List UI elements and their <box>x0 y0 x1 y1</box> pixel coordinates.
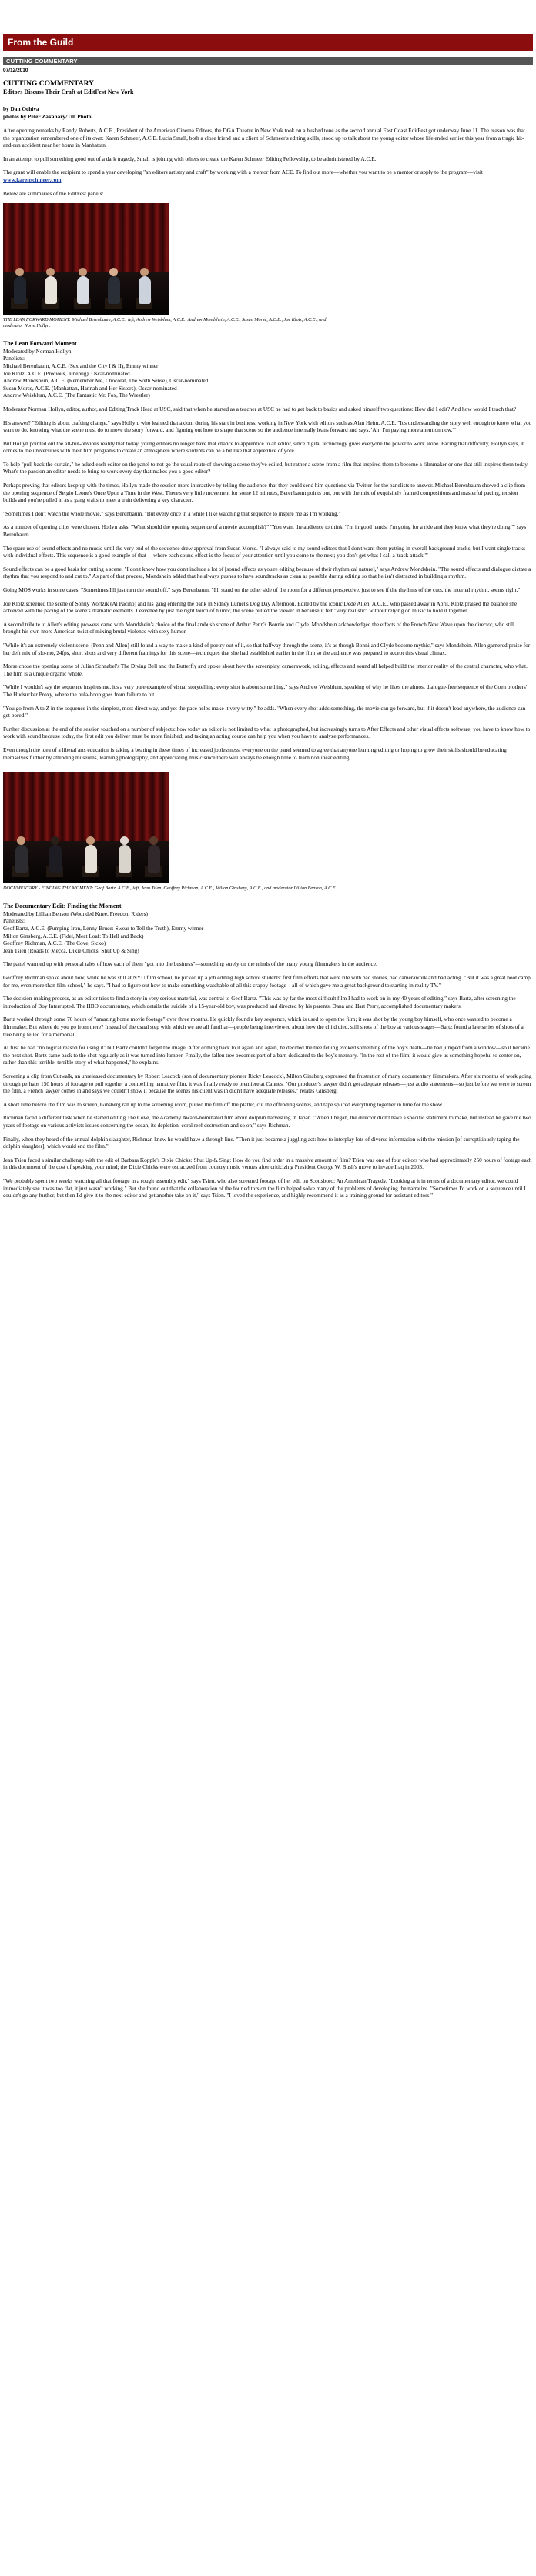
paragraph <box>3 169 533 183</box>
paragraph: "Sometimes I don't watch the whole movie," says Berenbaum. "But every once in a while I like watching that sequence to inspire me as I'm working." <box>3 509 341 517</box>
panelists-label: Panelists: <box>3 355 25 362</box>
category-bar <box>3 57 533 65</box>
paragraph: "You go from A to Z in the sequence in the simplest, most direct way, and yet the pace helps make it very witty," he adds. "When every shot adds something, the movie can go forward, but if it doesn't lead anywhere, the audience can get bored." <box>3 704 526 719</box>
panelist-line: Susan Morse, A.C.E. (Manhattan, Hannah and Her Sisters), Oscar-nominated <box>3 384 177 392</box>
panelist-figure <box>45 276 57 304</box>
panelist-line: Jean Tsien (Roads to Mecca, Dixie Chicks: Shut Up & Sing) <box>3 946 139 954</box>
paragraph: After opening remarks by Randy Roberts, A.C.E., President of the American Cinema Editors, the DGA Theatre in New York took on a hushed tone as the second annual East Coast EditFest got underway June 11. The reason was that the organization remembered one of its own: Karen Schmeer, A.C.E. Lucia Small, both a close friend and a client of Schmeer's editing skills, stood up to talk about the young editor whose life ended earlier this year from a tragic hit-and-run accident near her home in Manhattan. <box>3 127 525 149</box>
paragraph: Jean Tsien faced a similar challenge with the edit of Barbara Kopple's Dixie Chicks: Shut Up & Sing: How do you find order in a massive amount of film? Tsien was one of four editors who had approximately 250 hours of footage each in this document of the cost of speaking your mind; the Dixie Chicks were ostracized from country music venues after criticizing President George W. Bush's move to invade Iraq in 2003. <box>3 1156 532 1171</box>
paragraph: Even though the idea of a liberal arts education is taking a beating in these times of increased joblessness, everyone on the panel seemed to agree that anyone learning editing or hoping to grow their skills should be educating themselves further by attending museums, learning photography, and appreciating music since there will always be enough time to learn nonlinear editing. <box>3 746 507 761</box>
panel-photo-documentary <box>3 772 169 883</box>
paragraph: A short time before the film was to screen, Ginsberg ran up to the screening room, pulled the film off the platter, cut the offending scenes, and tape spliced everything together in time for the show. <box>3 1100 444 1108</box>
paragraph: In an attempt to pull something good out of a dark tragedy, Small is joining with others to create the Karen Schmeer Editing Fellowship, to be administered by A.C.E. <box>3 155 377 162</box>
paragraph: His answer? "Editing is about crafting change," says Hollyn, who learned that axiom during his start in business, working in New York with editors such as Alan Heim, A.C.E. "It's understanding the story well enough to know what you want to do, knowing what the scene must do to move the story forward, and figuring out how to shape that scene so the audience internally leans forward and says, 'Ah! I'm paying more attention now.'" <box>3 419 532 434</box>
panelist-line: Michael Berenbaum, A.C.E. (Sex and the City I & II), Emmy winner <box>3 362 159 369</box>
stage-curtain <box>3 772 169 841</box>
stage-curtain <box>3 203 169 272</box>
paragraph: Bartz worked through some 70 hours of "amazing home movie footage" over three months. He quickly found a key sequence, which is used to open the film; it was shot by the young boy himself, who once wanted to become a filmmaker. But where do you go from there? Instead of the usual step with which we are all familiar—people being interviewed about how the child died, still shots of the boy at various stages—Bartz found a late series of shots of a tree being felled for a memorial. <box>3 1016 524 1038</box>
paragraph: "We probably spent two weeks watching all that footage in a rough assembly edit," says Tsien, who also screened footage of her edit on Scottsboro: An American Tragedy. "Looking at it in terms of a documentary editor, we could immediately see it was too flat, it just wasn't working." But she found out that the collaboration of the four editors on the film helped solve many of the problems of developing the narrative. "Sometimes I'd work on a sequence until I couldn't go any further, but then I'd give it to the next editor and get another take on it," says Tsien. "I loved the experience, and highly recommend it as a training ground for assistant editors." <box>3 1176 526 1200</box>
byline-author: by Dan Ochiva <box>3 105 39 112</box>
article-title: CUTTING COMMENTARY <box>3 80 94 88</box>
category-label: CUTTING COMMENTARY <box>6 58 78 65</box>
section-title: The Documentary Edit: Finding the Moment <box>3 902 122 909</box>
panelist-figure <box>139 276 151 304</box>
paragraph: At first he had "no logical reason for using it" but Bartz couldn't forget the image. After coming back to it again and again, he decided the tree felling evoked something of the boy's death—he had jumped from a window—so it became the next shot. Bartz came back to the shot regularly as it was turned into lumber. Finally, the fallen tree becomes part of a barn dedicated to the boy's memory. "In the rest of the film, it would give us something hopeful to center on, rather than this terrible, terrible story of what happened," he explains. <box>3 1044 530 1066</box>
panel-photo-lean-forward <box>3 203 169 315</box>
panelist-line: Andrew Weisblum, A.C.E. (The Fantastic Mr. Fox, The Wrestler) <box>3 392 150 399</box>
panelist-figure <box>119 845 131 873</box>
paragraph: Below are summaries of the EditFest panels: <box>3 189 104 197</box>
section-header-label: From the Guild <box>8 37 74 48</box>
panelist-line: Joe Klotz, A.C.E. (Precious, Junebug), Oscar-nominated <box>3 369 130 377</box>
paragraph: But Hollyn pointed out the all-but-obvious reality that today, young editors no longer have that chance to apprentice to an editor, since digital technology gives everyone the power to work alone. Facing that difficulty, Hollyn says, it comes to the universities with their film programs to create an atmosphere where students can be a bit like that apprentice of yore. <box>3 439 524 455</box>
panelist-figure <box>14 276 26 304</box>
paragraph: As a number of opening clips were chosen, Hollyn asks, "What should the opening sequence of a movie accomplish?" "You want the audience to think, 'I'm in good hands; I'm going for a ride and they know what they're doing,'" says Berenbaum. <box>3 523 527 539</box>
paragraph: Morse chose the opening scene of Julian Schnabel's The Diving Bell and the Butterfly and spoke about how the screenplay, camerawork, editing, effects and sound all helped build the interior reality of the central character, who what. The film is a unique organic whole. <box>3 662 528 677</box>
paragraph: Screening a clip from Cutwalk, an unreleased documentary by Robert Leacock (son of documentary pioneer Ricky Leacock), Milton Ginsberg expressed the frustration of many documentary filmmakers. After six months of work going through perhaps 150 hours of footage to pull together a compelling narrative film, it was finally ready to premiere at Cannes. "Our producer's lawyer didn't get adequate releases—just audio statements—so just before we were to screen the film, a French lawyer comes in and says we couldn't show it because the scenes his client was in didn't have adequate releases," relates Ginsberg. <box>3 1072 532 1095</box>
panelist-line: Geoffrey Richman, A.C.E. (The Cove, Sicko) <box>3 939 106 947</box>
paragraph: Geoffrey Richman spoke about how, while he was still at NYU film school, he picked up a job editing high school students' first film efforts that were rife with bad stories, bad camerawork and bad acting. "But it was a great boot camp for me, even more than film school," he says. "I had to figure out how to make something watchable of all this crappy footage—all of which gave me a great background to starting in reality TV." <box>3 974 531 989</box>
paragraph: The spare use of sound effects and no music until the very end of the sequence drew approval from Susan Morse. "I always said to my sound editors that I don't want them putting in overall background tracks, but I want single tracks with individual effects. This sequence is a good example of that— where each sound effect is the focus of your attention until you come to the next; you don't get what I call a 'track attack.'" <box>3 544 526 559</box>
paragraph-text: The grant will enable the recipient to spend a year developing "an editors artistry and craft" by working with a mentor from ACE. To find out more—whether you want to be a mentor or apply to the program—visit <box>3 169 483 176</box>
paragraph: Finally, when they heard of the annual dolphin slaughter, Richman knew he would have a through line. "Then it just became a juggling act: how to interplay lots of diverse information with the mission [of surreptitiously taping the dolphin slaughter], which would end the film." <box>3 1135 520 1150</box>
paragraph-end: . <box>61 175 63 183</box>
paragraph: Perhaps proving that editors keep up with the times, Hollyn made the session more interactive by telling the audience that they could send him questions via Twitter for the panelists to answer. Michael Berenbaum showed a clip from the opening sequence of Sergio Leone's Once Upon a Time in the West. There's very little movement for some 12 minutes, Berenbaum points out, but with the mix of exquisitely framed compositions and masterful pacing, tension builds and you're pulled in as a gang waits to meet a train delivering a key character. <box>3 482 526 504</box>
photo-caption: THE LEAN FORWARD MOMENT: Michael Berenbaum, A.C.E., left, Andrew Weisblum, A.C.E., Andrew Mondshein, A.C.E., Susan Morse, A.C.E., Joe Klotz, A.C.E., and moderator Norm Hollyn. <box>3 317 327 329</box>
paragraph: A second tribute to Allen's editing prowess came with Mondshein's choice of the final ambush scene of Arthur Penn's Bonnie and Clyde. Mondshein acknowledged the effects of the French New Wave upon the director, who still brought his own more American twist of mixing brutal violence with sexy humor. <box>3 620 515 636</box>
photo-caption: DOCUMENTARY - FINDING THE MOMENT: Geof Bartz, A.C.E., left, Jean Tsien, Geoffrey Richman, A.C.E., Milton Ginsberg, A.C.E., and moderator Lillian Benson, A.C.E. <box>3 886 337 892</box>
panelist-figure <box>77 276 89 304</box>
paragraph: The panel warmed up with personal tales of how each of them "got into the business"—something surely on the minds of the many young filmmakers in the audience. <box>3 960 377 968</box>
article-subtitle: Editors Discuss Their Craft at EditFest New York <box>3 88 134 95</box>
byline-photos: photos by Peter Zakahary/Tilt Photo <box>3 113 92 120</box>
panelist-figure <box>15 845 28 873</box>
panelist-line: Geof Bartz, A.C.E. (Pumping Iron, Lenny Bruce: Swear to Tell the Truth), Emmy winner <box>3 925 204 933</box>
page <box>3 0 533 1206</box>
paragraph: Joe Klotz screened the scene of Sonny Wortzik (Al Pacino) and his gang entering the bank in Sidney Lumet's Dog Day Afternoon. Edited by the iconic Dede Allen, A.C.E., who passed away in April, Klotz praised the balance she achieved with the pacing of the scene's dramatic elements. Leavened by just the right touch of humor, the scene pulled the viewer in because it felt "very realistic" without relying on music to hold it together. <box>3 599 518 615</box>
panelists-label: Panelists: <box>3 917 25 925</box>
paragraph: "While it's an extremely violent scene, [Penn and Allen] still found a way to make a kind of poetry out of it, so that halfway through the scene, it's as though Bonni and Clyde become mythic," says Mondshein. Allen garnered praise for her deft mix of slo-mo, 24fps, short shots and very different framings for this scene—techniques that she had established earlier in the film so the audience was prepared to accept this visual climax. <box>3 641 531 656</box>
panelist-figure <box>49 845 62 873</box>
paragraph: Further discussion at the end of the session touched on a number of subjects: how today an editor is not limited to what is photographed, but increasingly turns to After Effects and other visual effects software; you have to know how to work with sound because today, the first edit you deliver must be more finished; and taking an acting course can help you when you have to analyze performances. <box>3 725 531 740</box>
panelist-line: Andrew Mondshein, A.C.E. (Remember Me, Chocolat, The Sixth Sense), Oscar-nominated <box>3 377 209 385</box>
paragraph: Going MOS works in some cases. "Sometimes I'll just turn the sound off," says Berenbaum. "I'll stand on the other side of the room for a different perspective, just to see if the rhythms of the cuts, the internal rhythm, seems right." <box>3 586 521 593</box>
moderator-line: Moderated by Lillian Benson (Wounded Knee, Freedom Riders) <box>3 909 148 917</box>
paragraph: "While I wouldn't say the sequence inspires me, it's a very pure example of visual storytelling; every shot is about something," says Andrew Weisblum, speaking of why he likes the almost dialogue-free sequence of the Coen brothers' The Hudsucker Proxy, where the hula-hoop goes from failure to hit. <box>3 683 528 698</box>
paragraph: The decision-making process, as an editor tries to find a story in very serious material, was central to Geof Bartz. "This was by far the most difficult film I had to work on in my 40 years of editing," says Bartz, after screening the introduction of Boy Interrupted. The HBO documentary, which details the suicide of a 15-year-old boy, was produced and directed by his parents, Dana and Hart Perry, accomplished documentary makers. <box>3 995 516 1009</box>
section-header <box>3 34 533 51</box>
paragraph: Sound effects can be a good basis for cutting a scene. "I don't know how you don't include a lot of [sound effects as you're editing because of their rhythmical nature]," says Andrew Mondshein. "The sound effects and dialogue dictate a rhythm that you respond to and cut to." As part of that process, Mondshein added that he always pushes to have soundtracks as clean as possible during editing so that he isn't distracted in building a rhythm. <box>3 565 531 580</box>
karen-schmeer-link[interactable]: www.karenschmeer.com <box>3 175 62 183</box>
paragraph: Richman faced a different task when he started editing The Cove, the Academy Award-nominated film about dolphin harvesting in Japan. "When I began, the director didn't have a specific statement to make, but instead he gave me two years of footage on various activists issues concerning the ocean, its depletion, coral reef destruction and so on," says Richman. <box>3 1114 531 1129</box>
panelist-figure <box>85 845 97 873</box>
section-title: The Lean Forward Moment <box>3 339 77 347</box>
paragraph: To help "pull back the curtain," he asked each editor on the panel to not go the usual route of showing a scene they've edited, but rather a scene from a film that inspired them to become a filmmaker or one that still inspires them today. What's the passion an editor needs to bring to work every day that makes you a good editor? <box>3 460 529 475</box>
article-date: 07/12/2010 <box>3 68 28 73</box>
paragraph: Moderator Norman Hollyn, editor, author, and Editing Track Head at USC, said that when he started as a teacher at USC he had to get back to basics and asked himself two questions: How did I edit? And how would I teach that? <box>3 405 517 412</box>
panelist-figure <box>148 845 160 873</box>
moderator-line: Moderated by Norman Hollyn <box>3 347 72 355</box>
panelist-line: Milton Ginsberg, A.C.E. (Fidel, Meat Loaf: To Hell and Back) <box>3 932 144 939</box>
panelist-figure <box>108 276 120 304</box>
